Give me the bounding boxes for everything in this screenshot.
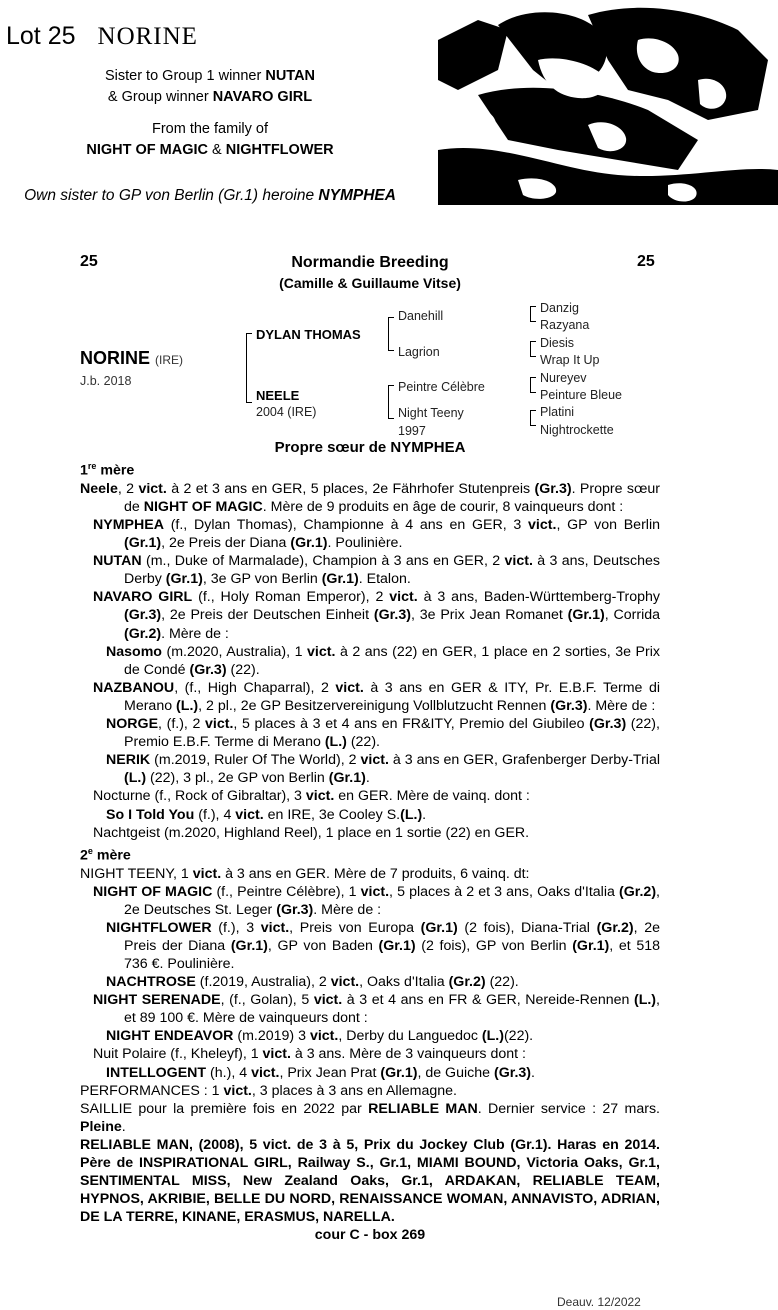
pedigree-bracket: [388, 385, 394, 419]
pedigree-bracket: [246, 333, 252, 403]
horse-desc: J.b. 2018: [80, 374, 132, 388]
sire-dam: Lagrion: [398, 345, 440, 359]
sire-sire: Danehill: [398, 309, 444, 323]
dam-entry: NIGHT TEENY, 1 vict. à 3 ans en GER. Mère de 7 produits, 6 vainq. dt:: [80, 865, 530, 882]
dam-dam-year: 1997: [398, 424, 426, 438]
produce-entry: NAVARO GIRL (f., Holy Roman Emperor), 2 vict. à 3 ans, Baden-Württemberg-Trophy (Gr.3), 2e Preis der Deutschen Einheit (Gr.3), 3e Prix Jean Romanet (Gr.1), Corrida (Gr.2). Mère de :: [93, 589, 661, 642]
dam-entry: Neele, 2 vict. à 2 et 3 ans en GER, 5 places, 2e Fährhofer Stutenpreis (Gr.3). Propre sœur de NIGHT OF MAGIC. Mère de 9 produits en âge de courir, 8 vainqueurs dont :: [80, 480, 660, 515]
sss: Danzig: [540, 301, 579, 315]
catalogue-body: [80, 457, 660, 1245]
propre-soeur: Propre sœur de NYMPHEA: [274, 439, 466, 456]
produce-entry: NACHTROSE (f.2019, Australia), 2 vict., Oaks d'Italia (Gr.2) (22).: [106, 974, 519, 991]
pedigree-bracket: [388, 317, 394, 351]
lot-number-left: 25: [80, 253, 98, 270]
dam-dam: Night Teeny: [398, 406, 464, 420]
produce-entry: NORGE, (f.), 2 vict., 5 places à 3 et 4 ans en FR&ITY, Premio del Giubileo (Gr.3) (22), Premio E.B.F. Terme di Merano (L.) (22).: [106, 716, 660, 751]
dam-desc: 2004 (IRE): [256, 405, 317, 419]
pedigree-bracket: [530, 410, 536, 426]
dam-sire: Peintre Célèbre: [398, 380, 485, 394]
dss: Nureyev: [540, 371, 587, 385]
produce-entry: Nachtgeist (m.2020, Highland Reel), 1 place en 1 sortie (22) en GER.: [93, 824, 530, 841]
tagline-horse: NIGHTFLOWER: [225, 142, 334, 158]
tagline-family: [0, 119, 420, 161]
saillie: SAILLIE pour la première fois en 2022 par RELIABLE MAN. Dernier service : 27 mars. Pleine.: [80, 1100, 660, 1135]
tagline-horse: NAVARO GIRL: [212, 89, 313, 105]
horse-name: [80, 348, 183, 369]
consignor-sub: (Camille & Guillaume Vitse): [279, 275, 461, 291]
produce-entry: NIGHT SERENADE, (f., Golan), 5 vict. à 3 et 4 ans en FR & GER, Nereide-Rennen (L.), et 89 100 €. Mère de vainqueurs dont :: [93, 992, 660, 1027]
performances: PERFORMANCES : 1 vict., 3 places à 3 ans en Allemagne.: [80, 1082, 457, 1099]
tagline-sister: [0, 66, 420, 108]
produce-entry: NUTAN (m., Duke of Marmalade), Champion à 3 ans en GER, 2 vict. à 3 ans, Deutsches Derby (Gr.1), 3e GP von Berlin (Gr.1). Etalon.: [93, 553, 660, 588]
box-location: cour C - box 269: [314, 1227, 426, 1244]
sds: Diesis: [540, 336, 575, 350]
footer-note: Deauv. 12/2022: [557, 1295, 641, 1309]
tagline-horse: NUTAN: [265, 68, 316, 84]
sire: DYLAN THOMAS: [256, 327, 361, 342]
ssd: Razyana: [540, 318, 590, 332]
lot-name: NORINE: [97, 23, 198, 50]
dsd: Peinture Bleue: [540, 388, 623, 402]
ddd: Nightrockette: [540, 423, 614, 437]
tagline-text: Own sister to GP von Berlin (Gr.1) heroine: [24, 187, 319, 204]
consignor-name: Normandie Breeding: [291, 254, 449, 271]
dds: Platini: [540, 405, 575, 419]
pedigree-bracket: [530, 377, 536, 393]
section-heading: 1re mère: [80, 461, 135, 479]
tagline-text: Sister to Group 1 winner: [104, 68, 266, 84]
lot-title: [6, 22, 198, 51]
pedigree-bracket: [530, 306, 536, 322]
racing-photo: [438, 0, 778, 212]
produce-entry: Nocturne (f., Rock of Gibraltar), 3 vict. en GER. Mère de vainq. dont :: [93, 788, 530, 805]
horse-name-text: NORINE: [80, 348, 151, 368]
produce-entry: NIGHTFLOWER (f.), 3 vict., Preis von Europa (Gr.1) (2 fois), Diana-Trial (Gr.2), 2e Preis der Diana (Gr.1), GP von Baden (Gr.1) (2 fois), GP von Berlin (Gr.1), et 518 736 €. Poulinière.: [106, 919, 661, 972]
tagline-own-sister: [0, 185, 420, 206]
produce-entry: NAZBANOU, (f., High Chaparral), 2 vict. à 3 ans en GER & ITY, Pr. E.B.F. Terme di Merano (L.), 2 pl., 2e GP Besitzervereinigung Vollblutzucht Rennen (Gr.3). Mère de :: [93, 679, 660, 714]
section-heading: 2e mère: [80, 845, 131, 864]
tagline-horse: NIGHT OF MAGIC: [86, 142, 208, 158]
lot-label: Lot 25: [6, 22, 76, 50]
produce-entry: NYMPHEA (f., Dylan Thomas), Championne à 4 ans en GER, 3 vict., GP von Berlin (Gr.1), 2e Preis der Diana (Gr.1). Poulinière.: [93, 517, 660, 552]
dam: NEELE: [256, 388, 300, 403]
horse-origin: (IRE): [155, 353, 184, 367]
produce-entry: NERIK (m.2019, Ruler Of The World), 2 vict. à 3 ans en GER, Grafenberger Derby-Trial (L.) (22), 3 pl., 2e GP von Berlin (Gr.1).: [106, 752, 660, 787]
tagline-text: From the family of: [151, 121, 269, 137]
pedigree-bracket: [530, 341, 536, 357]
tagline-horse: NYMPHEA: [318, 187, 396, 204]
sdd: Wrap It Up: [540, 353, 600, 367]
consignor: [200, 253, 540, 293]
produce-entry: NIGHT OF MAGIC (f., Peintre Célèbre), 1 vict., 5 places à 2 et 3 ans, Oaks d'Italia (Gr.2), 2e Deutsches St. Leger (Gr.3). Mère de :: [93, 883, 660, 918]
lot-number-right: 25: [637, 253, 655, 270]
tagline-text: & Group winner: [107, 89, 213, 105]
produce-entry: NIGHT ENDEAVOR (m.2019) 3 vict., Derby du Languedoc (L.)(22).: [106, 1028, 534, 1045]
produce-entry: Nuit Polaire (f., Kheleyf), 1 vict. à 3 ans. Mère de 3 vainqueurs dont :: [93, 1046, 526, 1063]
tagline-text: &: [207, 142, 226, 158]
produce-entry: Nasomo (m.2020, Australia), 1 vict. à 2 ans (22) en GER, 1 place en 2 sorties, 3e Prix de Condé (Gr.3) (22).: [106, 643, 660, 678]
stallion-note: RELIABLE MAN, (2008), 5 vict. de 3 à 5, Prix du Jockey Club (Gr.1). Haras en 2014. Père de INSPIRATIONAL GIRL, Railway S., Gr.1, MIAMI BOUND, Victoria Oaks, Gr.1, SENTIMENTAL MISS, New Zealand Oaks, Gr.1, ARDAKAN, RELIABLE TEAM, HYPNOS, AKRIBIE, BELLE DU NORD, RENAISSANCE WOMAN, ANNAVISTO, ADRIAN, DE LA TERRE, KINANE, ERASMUS, NARELLA.: [80, 1136, 660, 1226]
produce-entry: INTELLOGENT (h.), 4 vict., Prix Jean Prat (Gr.1), de Guiche (Gr.3).: [106, 1064, 535, 1081]
produce-entry: So I Told You (f.), 4 vict. en IRE, 3e Cooley S.(L.).: [106, 806, 427, 823]
